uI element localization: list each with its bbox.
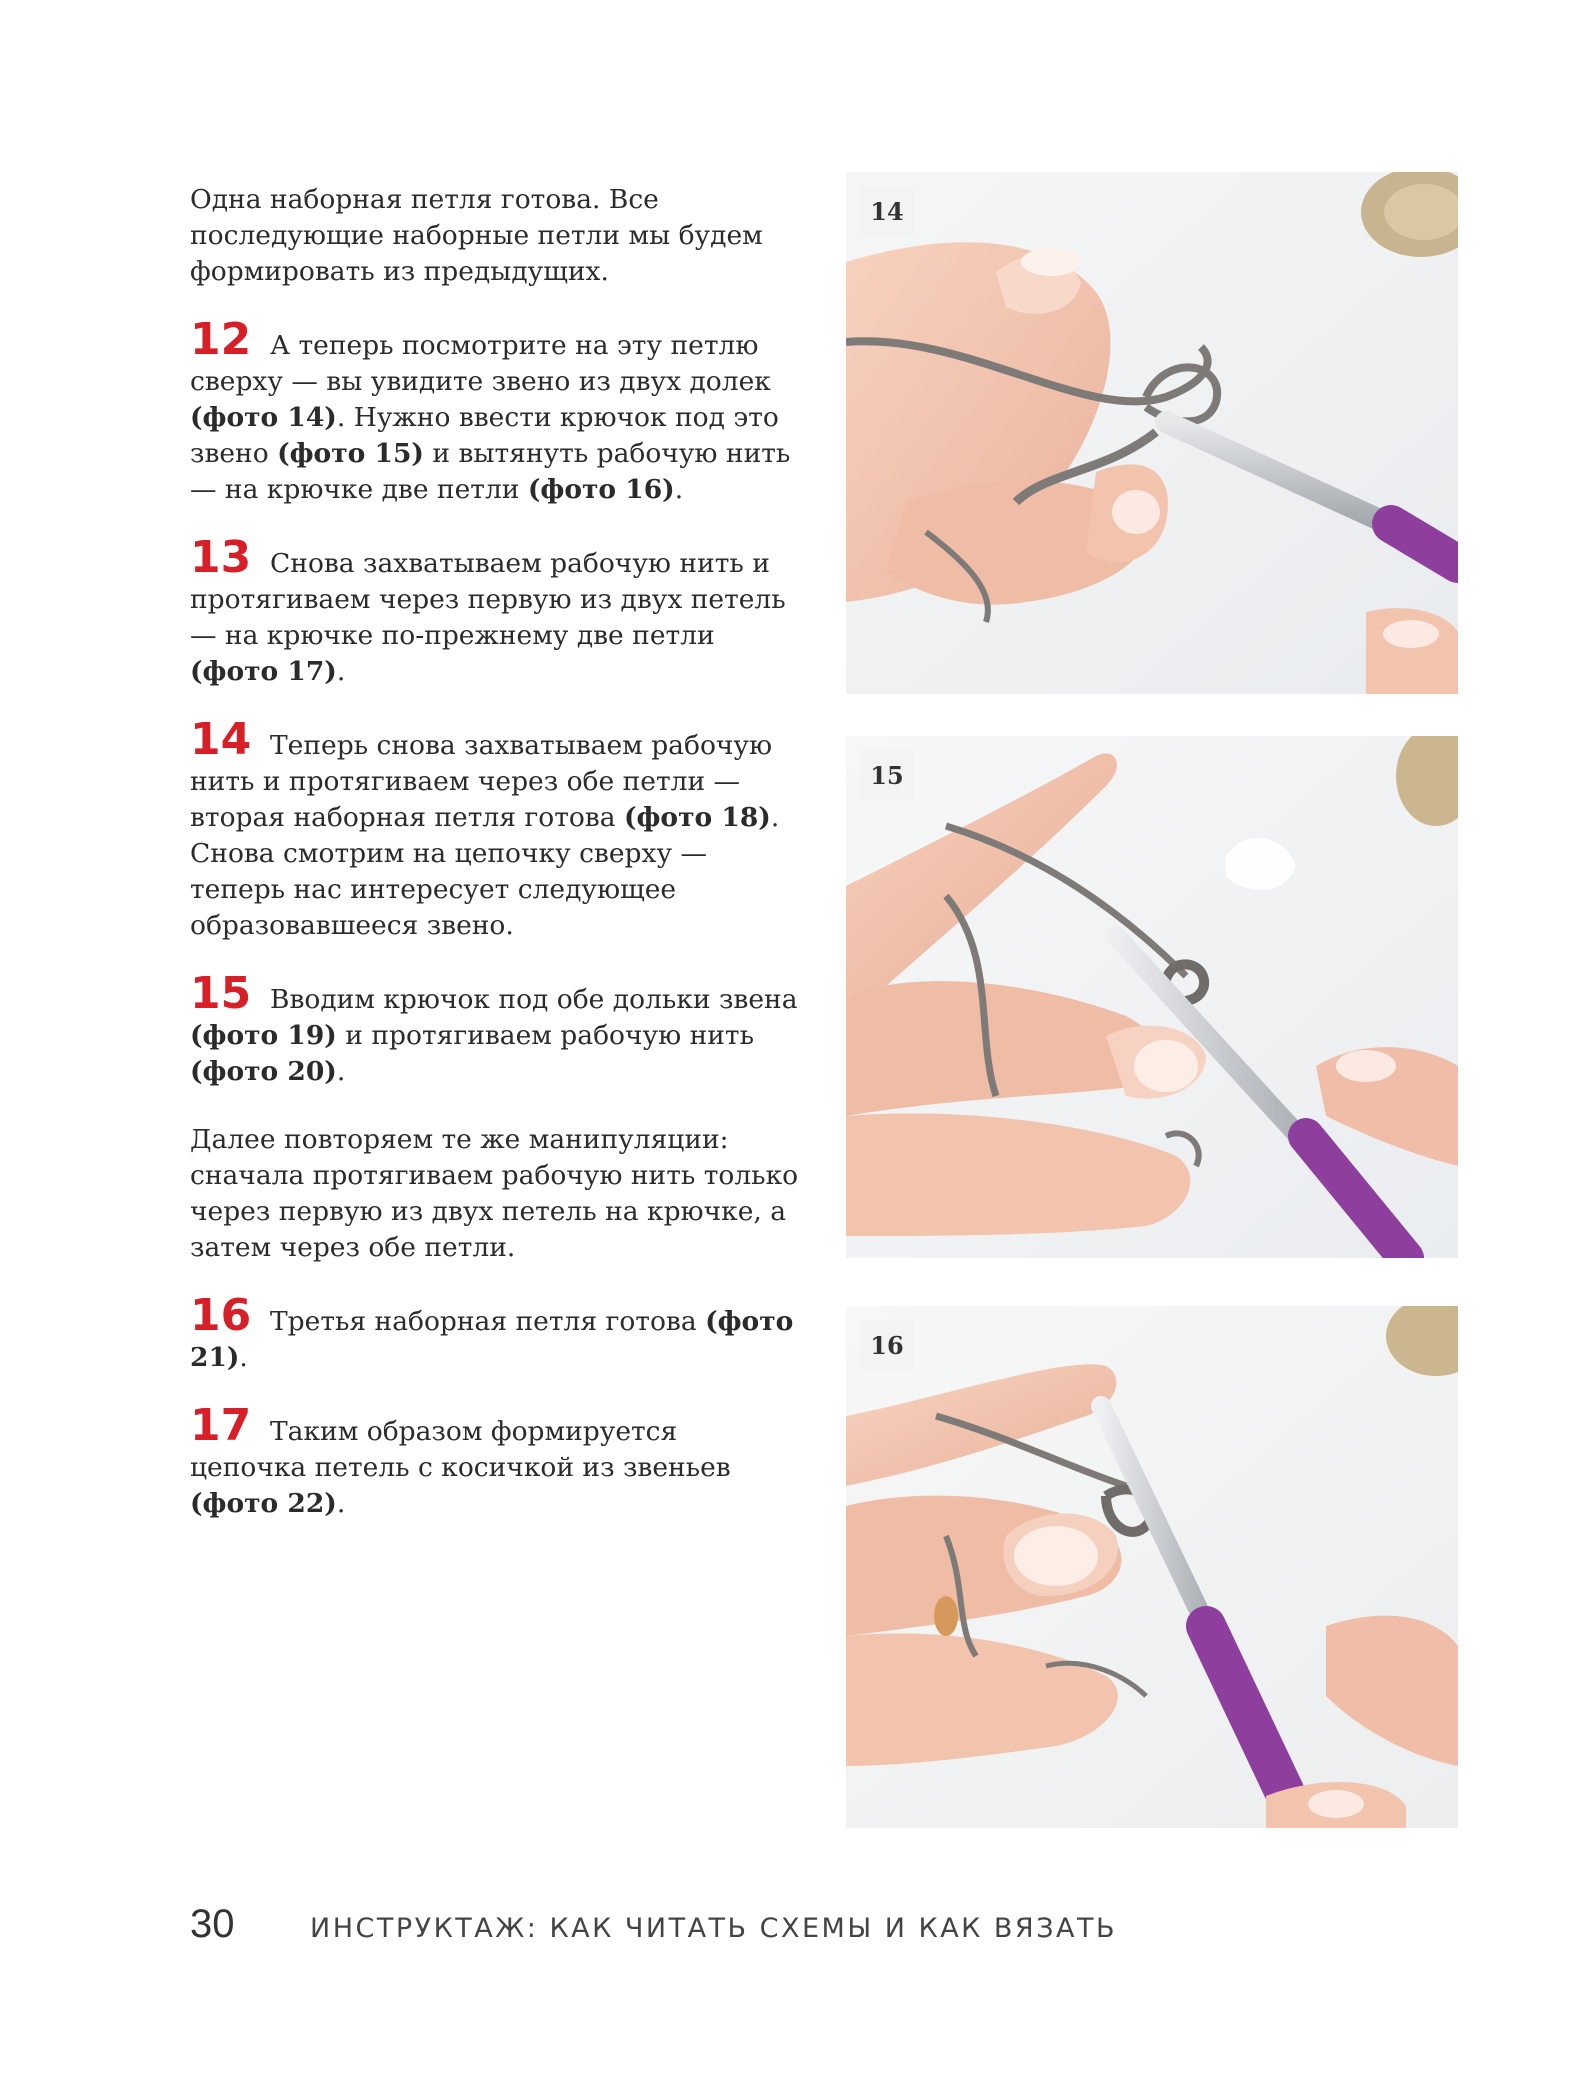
photo-16 — [846, 1306, 1458, 1828]
step-13: 13 Снова захватываем рабочую нить и протягиваем через первую из двух петель — на крючке по-прежнему две петли (фото 17). — [190, 532, 786, 687]
photo-label: 15 — [860, 750, 914, 800]
photo-ref: (фото 18) — [623, 802, 771, 833]
step-number: 16 — [190, 1290, 252, 1341]
photo-ref: (фото 16) — [527, 474, 675, 505]
photo-15 — [846, 736, 1458, 1258]
step-number: 17 — [190, 1400, 252, 1451]
step-number: 14 — [190, 714, 252, 765]
step-number: 12 — [190, 314, 252, 365]
step-15: 15 Вводим крючок под обе дольки звена (фото 19) и протягиваем рабочую нить (фото 20). — [190, 968, 798, 1087]
instruction-text — [190, 182, 800, 1554]
step-14: 14 Теперь снова захватываем рабочую нить и протягиваем через обе петли — вторая наборная петля готова (фото 18). Снова смотрим на цепочку сверху — теперь нас интересует следующее образовавшееся звено. — [190, 714, 780, 941]
photo-ref: (фото 15) — [277, 438, 424, 469]
photo-ref: (фото 19) — [190, 1020, 337, 1051]
step-number: 15 — [190, 968, 252, 1019]
running-title: ИНСТРУКТАЖ: КАК ЧИТАТЬ СХЕМЫ И КАК ВЯЗАТЬ — [310, 1913, 1117, 1944]
step-17: 17 Таким образом формируется цепочка петель с косичкой из звеньев (фото 22). — [190, 1400, 731, 1519]
intro-paragraph: Одна наборная петля готова. Все последующие наборные петли мы будем формировать из предыдущих. — [190, 184, 763, 287]
step-16: 16 Третья наборная петля готова (фото 21). — [190, 1290, 794, 1373]
middle-paragraph: Далее повторяем те же манипуляции: сначала протягиваем рабочую нить только через первую из двух петель на крючке, а затем через обе петли. — [190, 1124, 799, 1263]
photo-14 — [846, 172, 1458, 694]
photo-ref: (фото 17) — [190, 656, 337, 687]
step-12: 12 А теперь посмотрите на эту петлю сверху — вы увидите звено из двух долек (фото 14). Нужно ввести крючок под это звено (фото 15) и вытянуть рабочую нить — на крючке две петли (фото 16). — [190, 314, 791, 505]
photo-label: 14 — [860, 186, 914, 236]
photo-ref: (фото 20) — [190, 1056, 337, 1087]
page-number: 30 — [190, 1902, 235, 1946]
photo-ref: (фото 22) — [190, 1488, 337, 1519]
crochet-photo-illustration — [846, 736, 1458, 1258]
photo-ref: (фото 21) — [190, 1306, 794, 1373]
page-footer — [190, 1902, 1117, 1948]
crochet-photo-illustration — [846, 172, 1458, 694]
step-number: 13 — [190, 532, 252, 583]
crochet-photo-illustration — [846, 1306, 1458, 1828]
photo-ref: (фото 14) — [190, 402, 337, 433]
steps-group-1 — [190, 314, 800, 1090]
steps-group-2 — [190, 1290, 800, 1522]
photo-label: 16 — [860, 1320, 914, 1370]
